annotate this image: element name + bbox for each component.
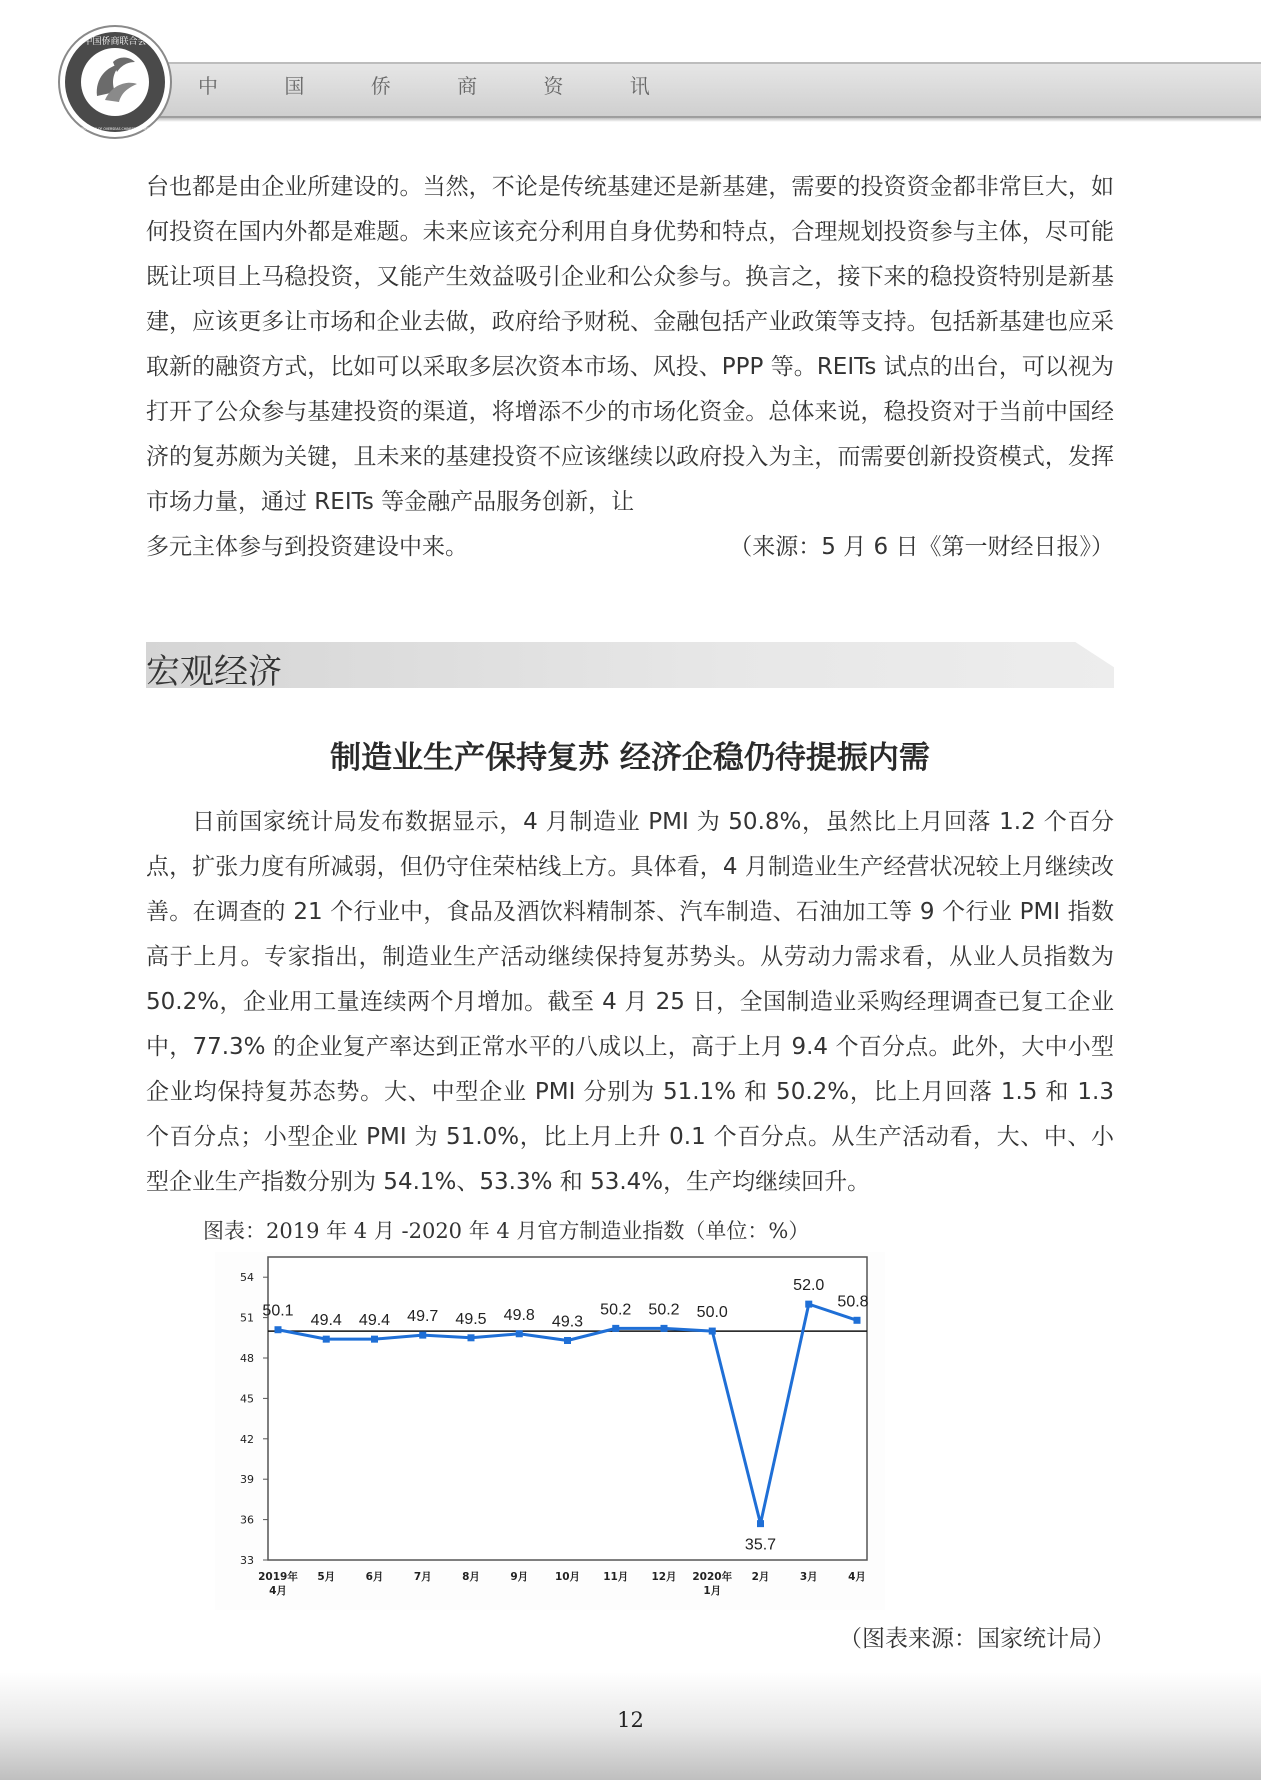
- intro-last-line: 多元主体参与到投资建设中来。: [146, 534, 468, 560]
- y-tick-label: 33: [240, 1554, 254, 1567]
- data-label: 50.8: [837, 1293, 869, 1311]
- data-label: 52.0: [793, 1277, 825, 1295]
- data-point: [709, 1328, 716, 1335]
- data-point: [612, 1325, 619, 1332]
- article-body: [146, 800, 1114, 1205]
- x-tick-label: 2020年: [692, 1571, 733, 1583]
- article-paragraph: 日前国家统计局发布数据显示，4 月制造业 PMI 为 50.8%，虽然比上月回落 1.2 个百分点，扩张力度有所减弱，但仍守住荣枯线上方。具体看，4 月制造业生产经营状况较上月继续改善。在调查的 21 个行业中，食品及酒饮料精制茶、汽车制造、石油加工等 9 个行业 PMI 指数高于上月。专家指出，制造业生产活动继续保持复苏势头。从劳动力需求看，从业人员指数为 50.2%，企业用工量连续两个月增加。截至 4 月 25 日，全国制造业采购经理调查已复工企业中，77.3% 的企业复产率达到正常水平的八成以上，高于上月 9.4 个百分点。此外，大中小型企业均保持复苏态势。大、中型企业 PMI 分别为 51.1% 和 50.2%，比上月回落 1.5 和 1.3 个百分点；小型企业 PMI 为 51.0%，比上月上升 0.1 个百分点。从生产活动看，大、中、小型企业生产指数分别为 54.1%、53.3% 和 53.4%，生产均继续回升。: [146, 809, 1114, 1195]
- x-tick-label: 6月: [365, 1571, 384, 1583]
- intro-source-line: [146, 525, 1114, 570]
- x-tick-label: 3月: [799, 1571, 818, 1583]
- data-label: 49.3: [551, 1313, 584, 1331]
- data-point: [419, 1332, 426, 1339]
- section-bar: [146, 642, 1114, 688]
- data-point: [468, 1334, 475, 1341]
- data-label: 35.7: [744, 1536, 777, 1554]
- logo-text: 中国侨商联合会: [83, 37, 147, 47]
- page-number: 12: [617, 1708, 644, 1732]
- article-title: 制造业生产保持复苏 经济企稳仍待提振内需: [330, 740, 930, 776]
- data-label: 50.0: [696, 1304, 728, 1322]
- x-tick-label: 1月: [703, 1585, 722, 1597]
- data-label: 49.4: [310, 1312, 342, 1330]
- intro-source: （来源：5 月 6 日《第一财经日报》）: [729, 534, 1114, 560]
- y-tick-label: 54: [240, 1271, 254, 1285]
- data-point: [805, 1301, 812, 1308]
- data-label: 50.1: [262, 1302, 294, 1320]
- x-tick-label: 8月: [462, 1571, 480, 1583]
- x-tick-label: 10月: [554, 1571, 581, 1583]
- x-tick-label: 4月: [269, 1585, 287, 1597]
- data-label: 49.7: [407, 1308, 439, 1326]
- data-point: [275, 1326, 282, 1333]
- x-tick-label: 5月: [317, 1571, 336, 1583]
- x-tick-label: 9月: [510, 1571, 529, 1583]
- x-tick-label: 2月: [751, 1571, 770, 1583]
- y-tick-label: 48: [240, 1352, 254, 1365]
- header-title: 中 国 侨 商 资 讯: [198, 74, 680, 98]
- data-label: 50.2: [648, 1301, 680, 1319]
- chart-source: （图表来源：国家统计局）: [839, 1626, 1115, 1652]
- y-tick-label: 39: [240, 1473, 254, 1487]
- data-point: [371, 1336, 378, 1343]
- data-point: [564, 1337, 571, 1344]
- x-tick-label: 4月: [848, 1571, 866, 1583]
- y-tick-label: 51: [240, 1311, 254, 1325]
- data-point: [516, 1330, 523, 1337]
- y-tick-label: 42: [240, 1432, 254, 1446]
- plot-area: [268, 1257, 867, 1560]
- logo-text-en: CHINA FEDERATION OF OVERSEAS CHINESE ENTREPRENEURS: [65, 127, 165, 131]
- data-label: 49.8: [503, 1306, 535, 1324]
- y-tick-label: 45: [240, 1392, 254, 1406]
- x-tick-label: 11月: [603, 1571, 629, 1583]
- x-tick-label: 12月: [651, 1571, 677, 1583]
- data-label: 49.5: [455, 1310, 487, 1328]
- data-point: [661, 1325, 668, 1332]
- section-title: 宏观经济: [146, 652, 282, 692]
- intro-text: [146, 165, 1114, 570]
- data-point: [757, 1520, 764, 1527]
- pmi-line-chart: [215, 1252, 885, 1610]
- y-tick-label: 36: [240, 1513, 254, 1527]
- intro-paragraph: 台也都是由企业所建设的。当然，不论是传统基建还是新基建，需要的投资资金都非常巨大，如何投资在国内外都是难题。未来应该充分利用自身优势和特点，合理规划投资参与主体，尽可能既让项目上马稳投资，又能产生效益吸引企业和公众参与。换言之，接下来的稳投资特别是新基建，应该更多让市场和企业去做，政府给予财税、金融包括产业政策等支持。包括新基建也应采取新的融资方式，比如可以采取多层次资本市场、风投、PPP 等。REITs 试点的出台，可以视为打开了公众参与基建投资的渠道，将增添不少的市场化资金。总体来说，稳投资对于当前中国经济的复苏颇为关键，且未来的基建投资不应该继续以政府投入为主，而需要创新投资模式，发挥市场力量，通过 REITs 等金融产品服务创新，让: [146, 174, 1114, 515]
- data-label: 49.4: [358, 1312, 391, 1330]
- data-point: [854, 1317, 861, 1324]
- chart-caption: 图表：2019 年 4 月 -2020 年 4 月官方制造业指数（单位：%）: [203, 1219, 810, 1243]
- data-label: 50.2: [600, 1301, 632, 1319]
- federation-logo-icon: [55, 22, 175, 142]
- x-tick-label: 7月: [413, 1571, 432, 1583]
- data-point: [323, 1336, 330, 1343]
- x-tick-label: 2019年: [258, 1571, 298, 1583]
